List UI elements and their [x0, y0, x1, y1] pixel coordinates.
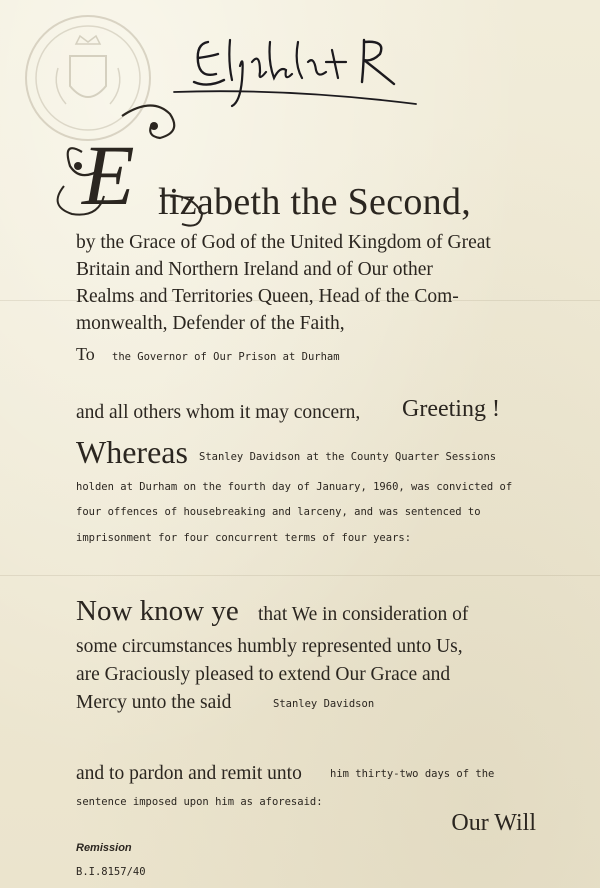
style-line: Realms and Territories Queen, Head of the Com-: [76, 286, 459, 307]
our-will: Our Will: [451, 810, 536, 836]
greeting-text: Greeting !: [402, 396, 500, 422]
grant-first-line: that We in consideration of: [258, 604, 469, 625]
recital-line: holden at Durham on the fourth day of January, 1960, was convicted of: [76, 481, 513, 493]
to-word: To: [76, 344, 95, 364]
recipient-text: the Governor of Our Prison at Durham: [112, 351, 340, 363]
paper-fold: [0, 575, 600, 576]
now-know-heading: Now know ye: [76, 595, 239, 627]
reference-number: B.I.8157/40: [76, 866, 146, 878]
grant-line: are Graciously pleased to extend Our Grace and: [76, 664, 451, 685]
whereas-word: Whereas: [76, 434, 188, 470]
whereas-first-line: Stanley Davidson at the County Quarter Sessions: [199, 451, 497, 463]
pardoned-name: Stanley Davidson: [273, 698, 375, 710]
style-line: Britain and Northern Ireland and of Our other: [76, 259, 433, 280]
style-line: monwealth, Defender of the Faith,: [76, 313, 345, 334]
sentence-line: sentence imposed upon him as aforesaid:: [76, 796, 323, 808]
concern-text: and all others whom it may concern,: [76, 402, 361, 423]
pardon-detail: him thirty-two days of the: [330, 768, 495, 780]
drop-cap: E: [82, 127, 135, 223]
pardon-text: and to pardon and remit unto: [76, 763, 302, 784]
remission-label: Remission: [76, 842, 132, 854]
mercy-line: Mercy unto the said: [76, 692, 232, 713]
grant-line: some circumstances humbly represented unto Us,: [76, 636, 463, 657]
recital-line: four offences of housebreaking and larceny, and was sentenced to: [76, 506, 481, 518]
document-title: lizabeth the Second,: [158, 181, 472, 223]
style-line: by the Grace of God of the United Kingdom of Great: [76, 232, 491, 253]
recital-line: imprisonment for four concurrent terms of four years:: [76, 532, 412, 544]
